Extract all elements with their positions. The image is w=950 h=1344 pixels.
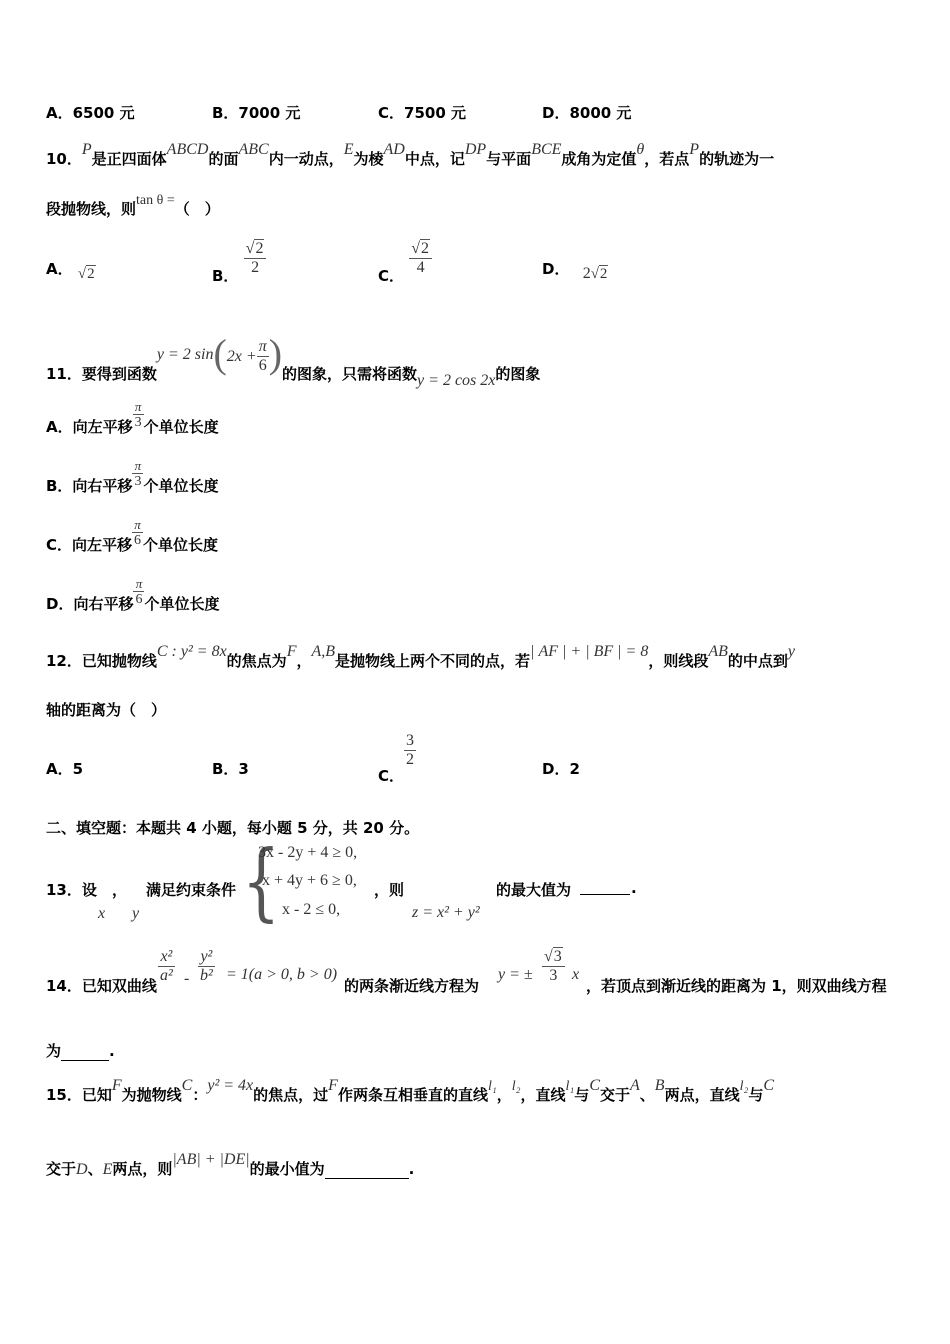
q15-text: 的最小值为 bbox=[249, 1160, 325, 1178]
option-label: A． bbox=[46, 260, 73, 278]
numerator: π bbox=[133, 577, 144, 592]
q10-text: 为棱 bbox=[353, 150, 384, 168]
q15-number: 15．已知 bbox=[46, 1086, 112, 1104]
q12-text: ，则线段 bbox=[648, 652, 709, 670]
q15-text: 交于 bbox=[599, 1086, 630, 1104]
q13-period: . bbox=[631, 879, 637, 897]
denominator: 3 bbox=[549, 966, 558, 984]
q15-var-f: F bbox=[111, 1077, 122, 1094]
q13-stem bbox=[46, 833, 906, 932]
q11-text: 的图象 bbox=[495, 365, 541, 383]
numerator: 3 bbox=[406, 732, 415, 749]
q13-text: ，则 bbox=[374, 881, 405, 899]
q12-var-ab: A,B bbox=[311, 643, 336, 660]
q15-var-b: B bbox=[654, 1077, 665, 1094]
q10-text: ，若点 bbox=[644, 150, 690, 168]
q10-var-e: E bbox=[343, 141, 354, 158]
radicand: 3 bbox=[553, 948, 562, 965]
q10-stem-line1 bbox=[46, 141, 906, 169]
q9-option-b[interactable]: B．7000 元 bbox=[212, 104, 301, 122]
denominator: 6 bbox=[134, 533, 142, 549]
q14-text: 为 bbox=[46, 1042, 62, 1060]
q15-period: . bbox=[408, 1160, 415, 1178]
q15-text: 的焦点，过 bbox=[253, 1086, 329, 1104]
option-text: 个单位长度 bbox=[143, 417, 219, 436]
left-brace: { bbox=[242, 833, 281, 931]
q9-option-a[interactable]: A．6500 元 bbox=[46, 104, 135, 122]
option-label: C． bbox=[378, 766, 405, 785]
q10-text: 的面 bbox=[208, 150, 239, 168]
q11-number: 11．要得到函数 bbox=[46, 365, 157, 383]
denominator: a² bbox=[160, 966, 173, 984]
option-text: 个单位长度 bbox=[143, 476, 219, 495]
q12-curve: C : y² = 8x bbox=[156, 643, 227, 660]
q10-var-p: P bbox=[81, 141, 92, 158]
q13-var-y: y bbox=[132, 905, 140, 922]
q15-var-c: C bbox=[181, 1077, 193, 1094]
q13-answer-blank[interactable] bbox=[580, 880, 630, 895]
q14-period: . bbox=[109, 1042, 115, 1060]
denominator: 4 bbox=[416, 258, 425, 276]
q13-constraint-2: x + 4y + 6 ≥ 0, bbox=[262, 872, 357, 889]
option-label: D．向右平移 bbox=[46, 594, 134, 613]
q10-number: 10． bbox=[46, 150, 82, 168]
q15-expression: |AB| + |DE| bbox=[172, 1151, 250, 1168]
q13-text: 满足约束条件 bbox=[146, 881, 237, 899]
coefficient: 2 bbox=[582, 265, 591, 282]
sqrt-value: √2 bbox=[77, 266, 95, 282]
q12-condition: | AF | + | BF | = 8 bbox=[530, 643, 649, 660]
radicand: 2 bbox=[599, 266, 608, 282]
q15-text: 两点，直线 bbox=[664, 1086, 740, 1104]
fraction bbox=[404, 732, 416, 768]
q10-stem-line2 bbox=[46, 193, 220, 219]
option-text: 个单位长度 bbox=[143, 535, 219, 554]
q15-comma: ， bbox=[496, 1086, 512, 1104]
fraction: $\frac{√2}{4}$ bbox=[409, 240, 432, 276]
q10-option-c[interactable] bbox=[378, 240, 432, 285]
q15-text: 交于 bbox=[46, 1160, 77, 1178]
q12-stem-line1 bbox=[46, 643, 906, 671]
q14-number: 14．已知双曲线 bbox=[46, 977, 157, 995]
q15-text: 两点，则 bbox=[112, 1160, 173, 1178]
q15-var-d: D bbox=[76, 1161, 88, 1178]
q12-option-d[interactable]: D．2 bbox=[542, 760, 580, 778]
q10-paren: （ ） bbox=[174, 200, 220, 218]
right-paren: ) bbox=[268, 331, 283, 376]
numerator: π bbox=[133, 400, 144, 415]
q11-formula-cos: y = 2 cos 2x bbox=[417, 372, 496, 389]
fraction bbox=[132, 459, 143, 490]
q13-comma: ， bbox=[112, 881, 128, 899]
q10-option-b[interactable] bbox=[212, 240, 266, 285]
fraction: $\frac{√3}{3}$ bbox=[542, 948, 565, 984]
radicand: 2 bbox=[87, 266, 95, 282]
q15-var-e: E bbox=[102, 1161, 113, 1178]
denominator: b² bbox=[200, 966, 213, 984]
q15-text: 与 bbox=[574, 1086, 590, 1104]
denominator: 6 bbox=[258, 357, 267, 374]
q11-option-d[interactable] bbox=[46, 576, 220, 613]
q10-var-bce: BCE bbox=[531, 141, 562, 158]
q14-asymptote-lhs: y = ± bbox=[498, 966, 533, 983]
denominator: 3 bbox=[134, 474, 142, 490]
q11-formula-sin: y = 2 sin bbox=[156, 346, 214, 363]
q10-var-theta: θ bbox=[636, 141, 645, 158]
q13-constraint-3: x - 2 ≤ 0, bbox=[282, 901, 341, 918]
q15-sep: 、 bbox=[87, 1160, 103, 1178]
q13-number: 13．设 bbox=[46, 881, 97, 899]
q10-text: 段抛物线，则 bbox=[46, 200, 137, 218]
q15-text: 为抛物线 bbox=[121, 1086, 182, 1104]
q15-text: 与 bbox=[748, 1086, 764, 1104]
fraction bbox=[132, 518, 143, 549]
q10-text: 是正四面体 bbox=[91, 150, 167, 168]
q10-var-p: P bbox=[689, 141, 700, 158]
q15-var-c: C bbox=[589, 1077, 600, 1094]
q11-formula-arg: 2x + bbox=[226, 348, 257, 365]
denominator: 3 bbox=[134, 415, 142, 431]
fraction bbox=[133, 400, 144, 431]
q10-text: 与平面 bbox=[486, 150, 532, 168]
q10-text: 的轨迹为一 bbox=[699, 150, 775, 168]
option-label: B．向右平移 bbox=[46, 476, 133, 495]
q15-var-l2: l₂ bbox=[511, 1079, 521, 1094]
q13-text: 的最大值为 bbox=[496, 881, 572, 899]
q14-stem-line1 bbox=[46, 948, 906, 1004]
q15-curve: y² = 4x bbox=[207, 1077, 254, 1094]
q12-options bbox=[46, 732, 906, 785]
denominator: 6 bbox=[135, 592, 143, 608]
q15-var-l1: l₁ bbox=[565, 1079, 575, 1094]
numerator: y² bbox=[198, 948, 215, 967]
minus-sign: - bbox=[184, 970, 190, 987]
q15-colon: ： bbox=[192, 1086, 208, 1104]
sqrt-value: √2 bbox=[590, 266, 608, 282]
q13-objective: z = x² + y² bbox=[412, 904, 480, 921]
q15-var-f: F bbox=[328, 1077, 338, 1094]
q15-sep: 、 bbox=[639, 1086, 655, 1104]
fraction bbox=[158, 948, 175, 984]
q10-var-ad: AD bbox=[383, 141, 405, 158]
q15-stem-line1 bbox=[46, 1077, 906, 1105]
numerator: π bbox=[132, 459, 143, 474]
section-2-title: 二、填空题：本题共 4 小题，每小题 5 分，共 20 分。 bbox=[46, 819, 420, 837]
q11-text: 的图象，只需将函数 bbox=[282, 365, 418, 383]
q9-option-c[interactable]: C．7500 元 bbox=[378, 104, 466, 122]
q12-text: ， bbox=[296, 652, 312, 670]
q15-text: 作两条互相垂直的直线 bbox=[337, 1086, 488, 1104]
fraction bbox=[257, 338, 269, 374]
option-label: C． bbox=[378, 266, 405, 285]
q12-text: 的中点到 bbox=[727, 652, 788, 670]
numerator: π bbox=[132, 518, 143, 533]
q10-option-d[interactable] bbox=[542, 258, 608, 282]
q14-answer-blank[interactable] bbox=[61, 1046, 109, 1061]
option-text: 个单位长度 bbox=[144, 594, 220, 613]
q10-var-abc: ABC bbox=[238, 141, 269, 158]
q15-answer-blank[interactable] bbox=[325, 1164, 409, 1179]
radicand: 2 bbox=[255, 240, 264, 257]
q11-option-b[interactable] bbox=[46, 458, 219, 495]
q14-equation-rhs: = 1(a > 0, b > 0) bbox=[226, 966, 338, 983]
fraction: $\frac{√2}{2}$ bbox=[244, 240, 267, 276]
numerator: x² bbox=[158, 948, 175, 967]
q13-constraint-1: 3x - 2y + 4 ≥ 0, bbox=[258, 844, 358, 861]
q9-option-d[interactable]: D．8000 元 bbox=[542, 104, 632, 122]
q10-option-a[interactable] bbox=[46, 258, 96, 282]
q14-var-x: x bbox=[572, 966, 580, 983]
q12-option-c[interactable] bbox=[378, 732, 416, 785]
q11-option-a[interactable] bbox=[46, 399, 219, 436]
q10-tan-theta: tan θ = bbox=[136, 193, 175, 208]
option-label: A．向左平移 bbox=[46, 417, 133, 436]
q11-option-c[interactable] bbox=[46, 517, 219, 554]
q15-text: ，直线 bbox=[520, 1086, 566, 1104]
q14-text: ，若顶点到渐近线的距离为 1，则双曲线方程 bbox=[586, 977, 887, 995]
q12-option-a[interactable]: A．5 bbox=[46, 760, 84, 778]
fraction bbox=[198, 948, 215, 984]
q12-number: 12．已知抛物线 bbox=[46, 652, 157, 670]
q15-stem-line2 bbox=[46, 1151, 906, 1179]
q14-stem-line2 bbox=[46, 1040, 115, 1061]
q12-text: 是抛物线上两个不同的点，若 bbox=[335, 652, 531, 670]
q12-stem-line2: 轴的距离为（ ） bbox=[46, 701, 167, 719]
option-label: D． bbox=[542, 260, 570, 278]
q15-var-l2: l₂ bbox=[739, 1079, 749, 1094]
q10-var-dp: DP bbox=[464, 141, 487, 158]
option-label: C．向左平移 bbox=[46, 535, 133, 554]
q10-text: 中点，记 bbox=[404, 150, 465, 168]
q12-var-y: y bbox=[787, 643, 796, 660]
fraction bbox=[133, 577, 144, 608]
numerator: π bbox=[258, 338, 267, 356]
q12-var-f: F bbox=[286, 643, 297, 660]
q13-var-x: x bbox=[98, 905, 106, 922]
q10-text: 成角为定值 bbox=[561, 150, 637, 168]
q15-var-l1: l₁ bbox=[487, 1079, 497, 1094]
q10-var-abcd: ABCD bbox=[166, 141, 209, 158]
q10-options bbox=[46, 240, 906, 290]
radicand: 2 bbox=[421, 240, 430, 257]
denominator: 2 bbox=[251, 258, 260, 276]
q12-text: 的焦点为 bbox=[226, 652, 287, 670]
q15-var-c: C bbox=[763, 1077, 775, 1094]
q15-var-a: A bbox=[630, 1077, 640, 1094]
option-label: B． bbox=[212, 266, 239, 285]
left-paren: ( bbox=[213, 331, 227, 376]
denominator: 2 bbox=[406, 750, 415, 768]
q12-var-ab: AB bbox=[708, 643, 728, 660]
q14-text: 的两条渐近线方程为 bbox=[344, 977, 480, 995]
q10-text: 内一动点， bbox=[268, 150, 344, 168]
q11-stem bbox=[46, 318, 906, 389]
q12-option-b[interactable]: B．3 bbox=[212, 760, 249, 778]
